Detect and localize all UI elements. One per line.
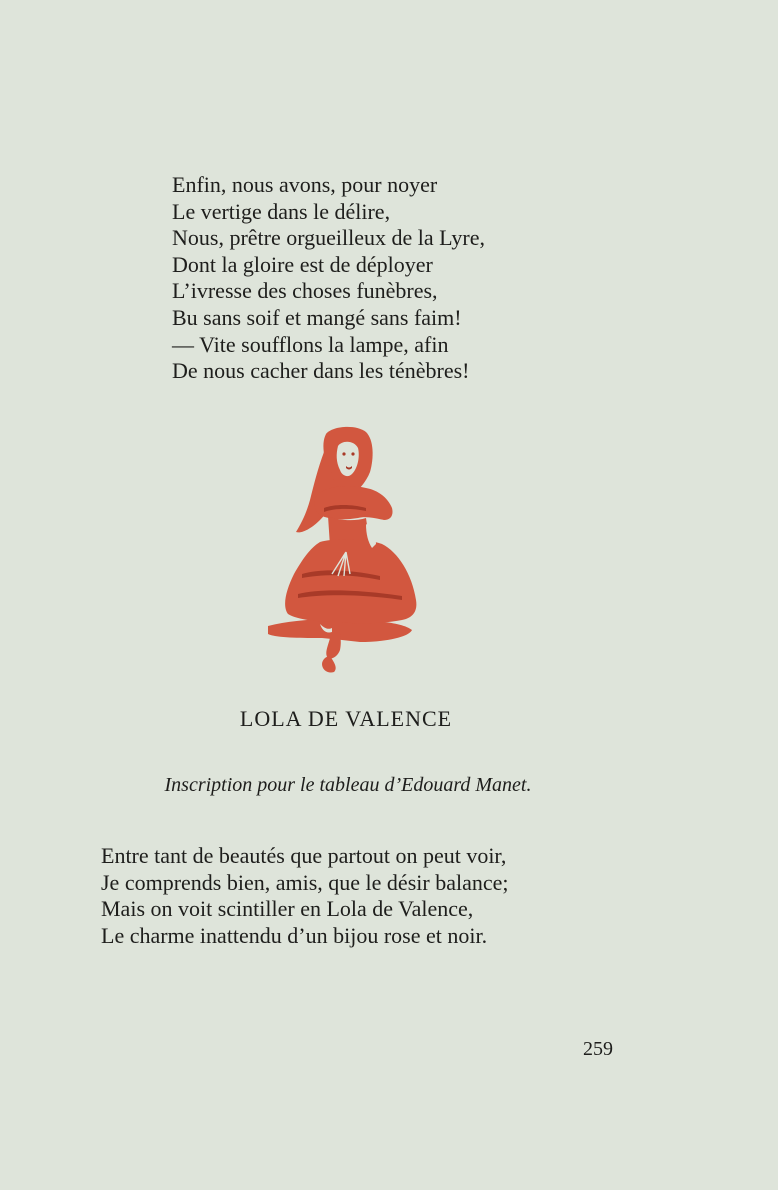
- page-number: 259: [583, 1038, 613, 1060]
- verse-line: Enfin, nous avons, pour noyer: [172, 172, 438, 197]
- woman-in-shawl-woodcut-icon: [262, 424, 422, 676]
- verse-line: Le vertige dans le délire,: [172, 198, 391, 224]
- verse-line: L’ivresse des choses funèbres,: [172, 278, 438, 304]
- verse-line: Entre tant de beautés que partout on peut voir,: [101, 843, 507, 868]
- closing-stanza: [172, 172, 485, 385]
- verse-line: Le charme inattendu d’un bijou rose et noir.: [101, 922, 488, 948]
- poem-title: LOLA DE VALENCE: [239, 706, 453, 731]
- verse-line: Bu sans soif et mangé sans faim!: [172, 304, 462, 330]
- verse-line: De nous cacher dans les ténèbres!: [172, 358, 470, 384]
- verse-line: Je comprends bien, amis, que le désir balance;: [101, 869, 509, 895]
- poem-body: [101, 843, 508, 949]
- verse-line: Mais on voit scintiller en Lola de Valence,: [101, 896, 474, 921]
- poem-subtitle: Inscription pour le tableau d’Edouard Manet.: [164, 774, 532, 796]
- verse-line: Dont la gloire est de déployer: [172, 251, 433, 277]
- verse-line: Nous, prêtre orgueilleux de la Lyre,: [172, 225, 485, 251]
- verse-line: — Vite soufflons la lampe, afin: [172, 331, 449, 357]
